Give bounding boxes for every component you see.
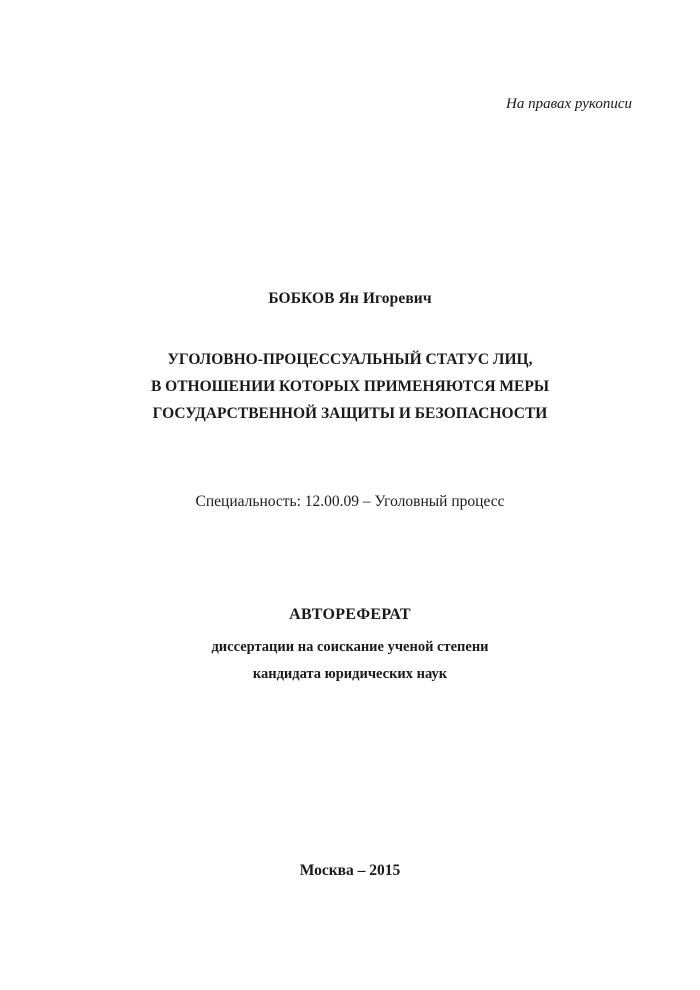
description-line: кандидата юридических наук [252,666,448,682]
place-and-year: Москва – 2015 [299,862,401,879]
document-description [0,634,700,688]
author-name: БОБКОВ Ян Игоревич [268,290,432,307]
title-line: УГОЛОВНО-ПРОЦЕССУАЛЬНЫЙ СТАТУС ЛИЦ, [167,351,533,368]
title-line: В ОТНОШЕНИИ КОТОРЫХ ПРИМЕНЯЮТСЯ МЕРЫ [150,378,550,395]
description-line: диссертации на соискание ученой степени [211,639,489,655]
document-type: АВТОРЕФЕРАТ [289,606,411,623]
dissertation-title [0,346,700,427]
manuscript-rights-note: На правах рукописи [506,96,632,112]
specialty-line: Специальность: 12.00.09 – Уголовный процесс [195,493,505,510]
title-line: ГОСУДАРСТВЕННОЙ ЗАЩИТЫ И БЕЗОПАСНОСТИ [152,405,548,422]
